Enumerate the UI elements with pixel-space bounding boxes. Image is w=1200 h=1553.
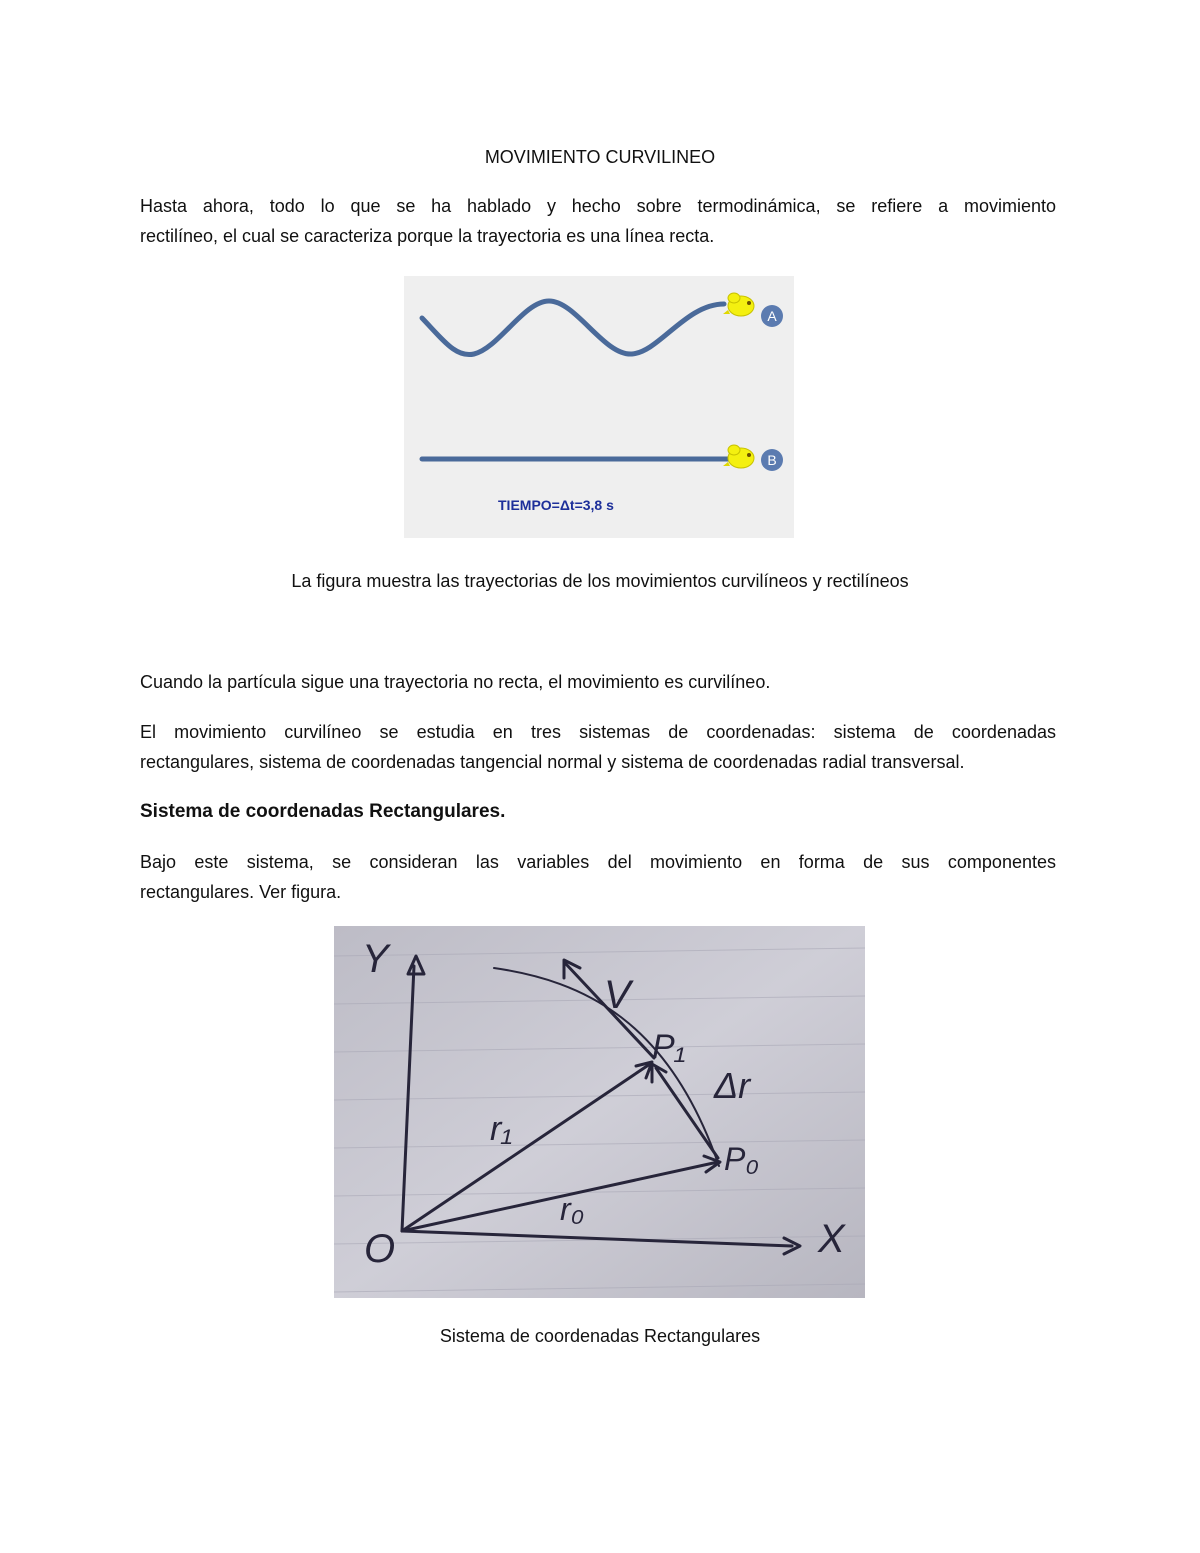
bird-b-icon xyxy=(723,445,754,468)
paragraph-systems-line-2: rectangulares, sistema de coordenadas tangencial normal y sistema de coordenadas radial transversal. xyxy=(140,752,965,772)
handwritten-sketch xyxy=(334,926,865,1298)
badge-a xyxy=(761,305,783,327)
page-title: MOVIMIENTO CURVILINEO xyxy=(484,147,716,167)
time-label: TIEMPO=Δt=3,8 s xyxy=(498,497,614,513)
trajectories-figure xyxy=(404,276,794,538)
badge-b xyxy=(761,449,783,471)
origin-label: O xyxy=(364,1227,396,1271)
section-heading: Sistema de coordenadas Rectangulares. xyxy=(140,801,506,822)
figure2-caption: Sistema de coordenadas Rectangulares xyxy=(439,1326,761,1346)
badge-a-label: A xyxy=(767,308,777,324)
badge-b-label: B xyxy=(767,452,777,468)
x-axis-label: X xyxy=(818,1217,845,1261)
handwritten-coordinate-figure xyxy=(334,926,865,1298)
r0-label: r₀ xyxy=(560,1191,585,1227)
velocity-label: V xyxy=(604,973,631,1017)
paragraph-rect-line-2: rectangulares. Ver figura. xyxy=(140,882,342,902)
curvilinear-path xyxy=(422,301,724,355)
bird-a-icon xyxy=(723,293,754,316)
p0-label: P₀ xyxy=(724,1141,759,1177)
r1-label: r₁ xyxy=(490,1110,513,1148)
intro-line-2: rectilíneo, el cual se caracteriza porque la trayectoria es una línea recta. xyxy=(140,226,715,246)
delta-r-label: Δr xyxy=(714,1065,751,1106)
figure1-caption: La figura muestra las trayectorias de los movimientos curvilíneos y rectilíneos xyxy=(291,571,909,591)
y-axis-label: Y xyxy=(362,937,389,981)
paragraph-curvilinear: Cuando la partícula sigue una trayectoria no recta, el movimiento es curvilíneo. xyxy=(140,672,771,692)
paragraph-systems-line-1: El movimiento curvilíneo se estudia en tres sistemas de coordenadas: sistema de coordenadas xyxy=(140,722,1056,742)
trajectories-illustration xyxy=(404,276,794,538)
p1-label: P₁ xyxy=(652,1028,686,1066)
paragraph-rect-line-1: Bajo este sistema, se consideran las variables del movimiento en forma de sus componentes xyxy=(140,852,1056,872)
intro-line-1: Hasta ahora, todo lo que se ha hablado y hecho sobre termodinámica, se refiere a movimiento xyxy=(140,196,1056,216)
